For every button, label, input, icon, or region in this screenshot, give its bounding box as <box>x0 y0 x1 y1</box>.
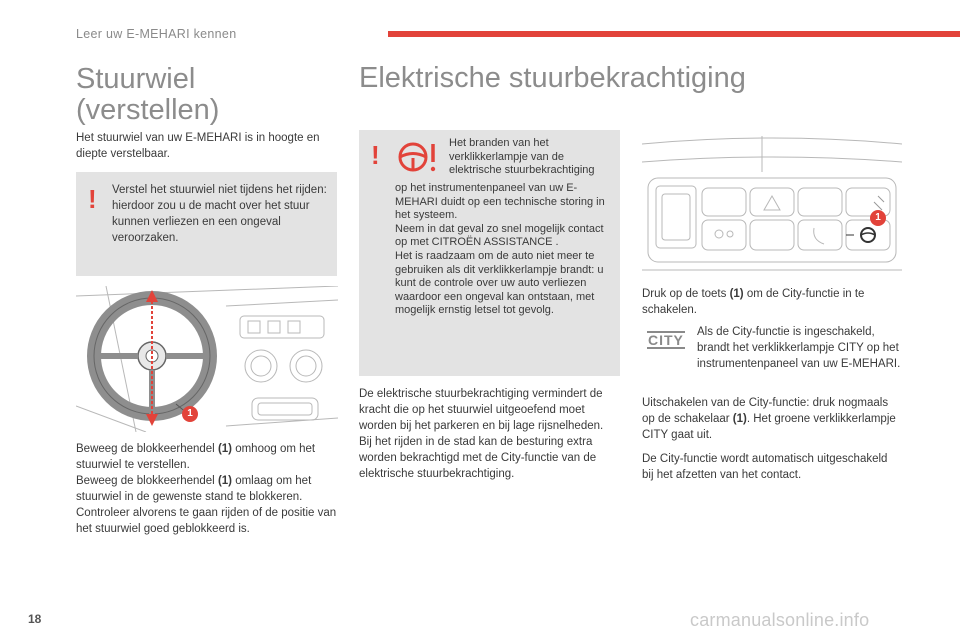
figure-callout-badge: 1 <box>870 210 886 226</box>
city-activate-text <box>642 286 900 318</box>
power-steering-warning-lamp-icon <box>395 140 439 174</box>
city-auto-off-text: De City-functie wordt automatisch uitgeschakeld bij het afzetten van het contact. <box>642 453 888 481</box>
warning-exclamation-icon: ! <box>88 184 97 214</box>
steering-wheel-illustration <box>76 286 338 432</box>
city-activate-a: Druk op de toets <box>642 288 730 300</box>
switch-panel-illustration <box>642 132 902 274</box>
city-deactivate-ref: (1) <box>732 413 747 425</box>
city-activate-ref: (1) <box>729 288 744 300</box>
instruction-1-end: omhoog om het stuurwiel te verstellen. <box>76 443 316 471</box>
page-number: 18 <box>28 612 42 626</box>
power-steering-title: Elektrische stuurbekrachtiging <box>359 62 746 94</box>
instruction-2-end: omlaag om het stuurwiel in de gewenste stand te blokkeren. <box>76 475 312 503</box>
city-switch-figure <box>642 132 902 274</box>
steering-warning-box <box>76 172 337 276</box>
steering-intro: Het stuurwiel van uw E-MEHARI is in hoogte en diepte verstelbaar. <box>76 132 320 160</box>
instruction-2-ref: (1) <box>217 475 232 487</box>
power-steering-body <box>359 386 621 482</box>
watermark: carmanualsonline.info <box>690 610 870 630</box>
city-indicator-text: Als de City-functie is ingeschakeld, brandt het verklikkerlampje CITY op het instrumentenpaneel van uw E-MEHARI. <box>697 326 901 370</box>
city-deactivate-c: . Het groene verklikkerlampje CITY gaat uit. <box>642 413 896 441</box>
power-steering-body-1: De elektrische stuurbekrachtiging vermindert de kracht die op het stuurwiel uitgeoefend moet worden bij het parkeren en bij lage rijsnelheden. <box>359 388 604 432</box>
city-deactivate-text <box>642 395 900 443</box>
city-activate-c: om de City-functie in te schakelen. <box>642 288 865 316</box>
instruction-3-text: Controleer alvorens te gaan rijden of de positie van het stuurwiel goed geblokkeerd is. <box>76 507 337 535</box>
title-line-2: (verstellen) <box>76 94 220 126</box>
instruction-1-ref: (1) <box>217 443 232 455</box>
power-steering-body-2: Bij het rijden in de stad kan de besturing extra worden bekrachtigd met de City-functie van de elektrische stuurbekrachtiging. <box>359 436 597 480</box>
header-accent-bar <box>388 31 960 37</box>
warning-lamp-text: Het branden van het verklikkerlampje van de elektrische stuurbekrachtiging <box>449 137 595 177</box>
figure-callout-badge: 1 <box>182 406 198 422</box>
instruction-2-text: Beweeg de blokkeerhendel <box>76 475 218 487</box>
section-header: Leer uw E-MEHARI kennen <box>76 27 237 41</box>
steering-wheel-title <box>76 64 336 126</box>
warning-exclamation-icon: ! <box>371 140 380 170</box>
warning-body-3: Het is raadzaam om de auto niet meer te gebruiken als dit verklikkerlampje brandt: u kunt de controle over uw auto verliezen waardoor een ongeval kan ontstaan, met mogelijk ernstig letsel tot gevolg. <box>395 249 604 317</box>
warning-body-1: op het instrumentenpaneel van uw E-MEHARI duidt op een technische storing in het systeem. <box>395 182 605 222</box>
power-steering-warning-box <box>359 130 620 376</box>
warning-body-2: Neem in dat geval zo snel mogelijk contact op met CITROËN ASSISTANCE . <box>395 222 604 249</box>
title-line-1: Stuurwiel <box>76 63 196 95</box>
steering-instructions <box>76 441 338 537</box>
warning-body <box>395 182 613 318</box>
instruction-1-text: Beweeg de blokkeerhendel <box>76 443 218 455</box>
steering-warning-text: Verstel het stuurwiel niet tijdens het rijden: hierdoor zou u de macht over het stuur kunnen verliezen en een ongeval veroorzaken. <box>112 184 327 244</box>
steering-wheel-figure <box>76 286 338 432</box>
city-deactivate-a: Uitschakelen van de City-functie: druk nogmaals op de schakelaar <box>642 397 889 425</box>
city-indicator-icon: CITY <box>648 332 684 348</box>
